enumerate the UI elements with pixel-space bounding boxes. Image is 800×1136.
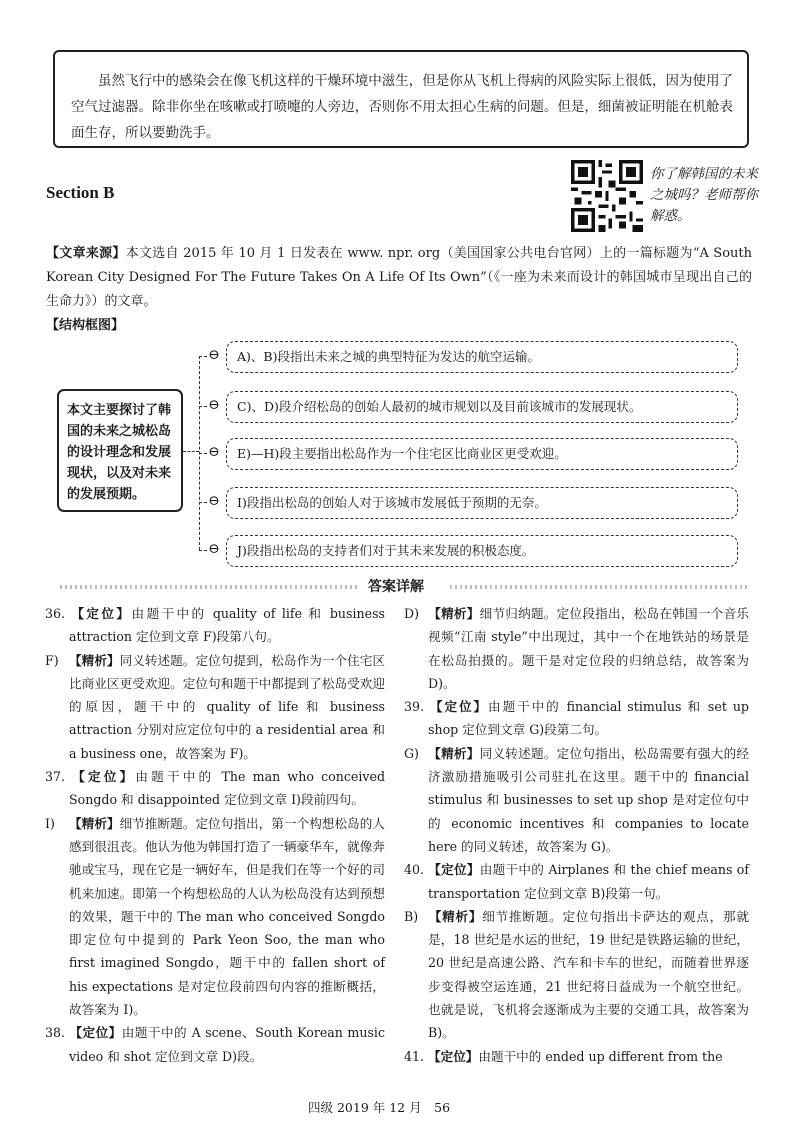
answer-item <box>404 742 749 858</box>
answer-tag: 【精析】 <box>69 815 120 831</box>
arrow-icon: ⊖ <box>208 347 220 363</box>
intro-summary-box <box>53 50 749 148</box>
answer-column-right <box>404 602 749 1068</box>
answer-text: 由题干中的 Airplanes 和 the chief means of transportation 定位到文章 B)段第一句。 <box>428 862 750 901</box>
answer-number: 39. <box>404 699 425 715</box>
answer-item <box>45 765 385 812</box>
answer-text: 由题干中的 quality of life 和 business attraction 定位到文章 F)段第八句。 <box>69 606 386 645</box>
arrow-icon: ⊖ <box>208 397 220 413</box>
answer-tag: 【精析】 <box>428 908 483 924</box>
qr-caption: 你了解韩国的未来之城吗？老师帮你解惑。 <box>650 166 758 224</box>
section-title: Section B <box>46 183 115 202</box>
answer-tag: 【定位】 <box>428 1048 479 1064</box>
answer-text: 同义转述题。定位句指出，松岛需要有强大的经济激励措施吸引公司驻扎在这里。题干中的 financial stimulus 和 businesses to set up shop 是对定位句中的 economic incentives 和 companies to locate here 的同义转述，故答案为 G)。 <box>428 745 750 854</box>
answer-tag: 【定位】 <box>69 606 132 621</box>
intro-summary-text: 虽然飞行中的感染会在像飞机这样的干燥环境中滋生，但是你从飞机上得病的风险实际上很低，因为使用了空气过滤器。除非你坐在咳嗽或打喷嚏的人旁边，否则你不用太担心生病的问题。但是，细菌被证明能在机舱表面生存，所以要勤洗手。 <box>71 73 733 141</box>
answer-text: 由题干中的 The man who conceived Songdo 和 disappointed 定位到文章 I)段前四句。 <box>69 769 386 808</box>
answer-section-header <box>60 576 750 598</box>
answer-item <box>404 695 749 742</box>
answer-number: 40. <box>404 862 425 878</box>
decorative-dots <box>450 584 750 590</box>
arrow-icon: ⊖ <box>208 493 220 509</box>
answer-number: I) <box>45 815 55 831</box>
answer-number: 41. <box>404 1048 425 1064</box>
decorative-dots <box>60 584 360 590</box>
structure-branch-4: I)段指出松岛的创始人对于该城市发展低于预期的无奈。 <box>226 487 738 519</box>
answer-tag: 【精析】 <box>428 745 480 761</box>
structure-summary: 本文主要探讨了韩国的未来之城松岛的设计理念和发展现状，以及对未来的发展预期。 <box>57 389 183 512</box>
article-source <box>46 242 752 314</box>
answer-tag: 【定位】 <box>69 1025 122 1041</box>
structure-summary-connector <box>183 451 199 452</box>
answer-tag: 【精析】 <box>428 606 480 621</box>
answer-tag: 【精析】 <box>69 652 120 668</box>
source-text: 本文选自 2015 年 10 月 1 日发表在 www. npr. org（美国国家公共电台官网）上的一篇标题为“A South Korean City Designed For The Future Takes On A Life Of Its Own”（《一座为未来而设计的韩国城市呈现出自己的生命力》）的文章。 <box>46 246 752 309</box>
page-footer: 四级 2019 年 12 月 56 <box>308 1100 451 1115</box>
answer-text: 由题干中的 ended up different from the <box>478 1048 723 1064</box>
structure-title: 【结构框图】 <box>46 318 125 333</box>
answer-tag: 【定位】 <box>428 862 480 878</box>
answer-item <box>45 812 385 1022</box>
answer-item <box>45 602 385 649</box>
answer-tag: 【定位】 <box>428 699 489 715</box>
structure-branch-2: C)、D)段介绍松岛的创始人最初的城市规划以及目前该城市的发展现状。 <box>226 391 738 423</box>
arrow-icon: ⊖ <box>208 541 220 557</box>
answer-column-left <box>45 602 385 1068</box>
structure-branch-5: J)段指出松岛的支持者们对于其未来发展的积极态度。 <box>226 535 738 567</box>
answer-item <box>45 649 385 765</box>
source-tag: 【文章来源】 <box>46 246 126 261</box>
answer-number: G) <box>404 745 419 761</box>
answer-item <box>404 905 749 1045</box>
answer-number: 38. <box>45 1025 66 1041</box>
answer-number: 36. <box>45 606 66 621</box>
structure-branch-1: A)、B)段指出未来之城的典型特征为发达的航空运输。 <box>226 341 738 373</box>
answer-item <box>45 1021 385 1068</box>
structure-branch-3: E)—H)段主要指出松岛作为一个住宅区比商业区更受欢迎。 <box>226 438 738 470</box>
answer-text: 同义转述题。定位句提到，松岛作为一个住宅区比商业区更受欢迎。定位句和题干中都提到了松岛受欢迎的原因，题干中的 quality of life 和 business attraction 分别对应定位句中的 a residential area 和 a business one，故答案为 F)。 <box>69 652 386 761</box>
answer-number: F) <box>45 652 59 668</box>
answer-text: 由题干中的 financial stimulus 和 set up shop 定位到文章 G)段第二句。 <box>428 699 749 738</box>
answer-item <box>404 858 749 905</box>
answer-tag: 【定位】 <box>69 769 136 785</box>
qr-code-icon <box>571 160 643 232</box>
answer-item <box>404 602 749 695</box>
answer-text: 细节归纳题。定位段指出，松岛在韩国一个音乐视频“江南 style”中出现过，其中一个在地铁站的场景是在松岛拍摄的。题干是对定位段的归纳总结，故答案为 D)。 <box>428 606 750 691</box>
answer-section-title: 答案详解 <box>364 576 428 596</box>
answer-number: B) <box>404 908 419 924</box>
answer-text: 由题干中的 A scene、South Korean music video 和 shot 定位到文章 D)段。 <box>69 1025 385 1064</box>
answer-number: 37. <box>45 769 66 785</box>
arrow-icon: ⊖ <box>208 444 220 460</box>
answer-number: D) <box>404 606 420 621</box>
answer-text: 细节推断题。定位句指出卡萨达的观点，那就是，18 世纪是水运的世纪，19 世纪是铁路运输的世纪，20 世纪是高速公路、汽车和卡车的世纪，而随着世界逐步变得被空运连通，21 世纪将日益成为一个航空世纪。也就是说，飞机将会逐渐成为主要的交通工具，故答案为 B)。 <box>428 908 749 1041</box>
answer-text: 细节推断题。定位句指出，第一个构想松岛的人感到很沮丧。他认为他为韩国打造了一辆豪华车，就像奔驰或宝马，现在它是一辆好车，但是我们在等一个好的司机来加速。即第一个构想松岛的人认为松岛没有达到预想的效果，题干中的 The man who conceived Songdo 即定位句中提到的 Park Yeon Soo, the man who first imagined Songdo，题干中的 fallen short of his expectations 是对定位段前四句内容的推断概括，故答案为 I)。 <box>69 815 386 1018</box>
answer-item <box>404 1045 749 1068</box>
